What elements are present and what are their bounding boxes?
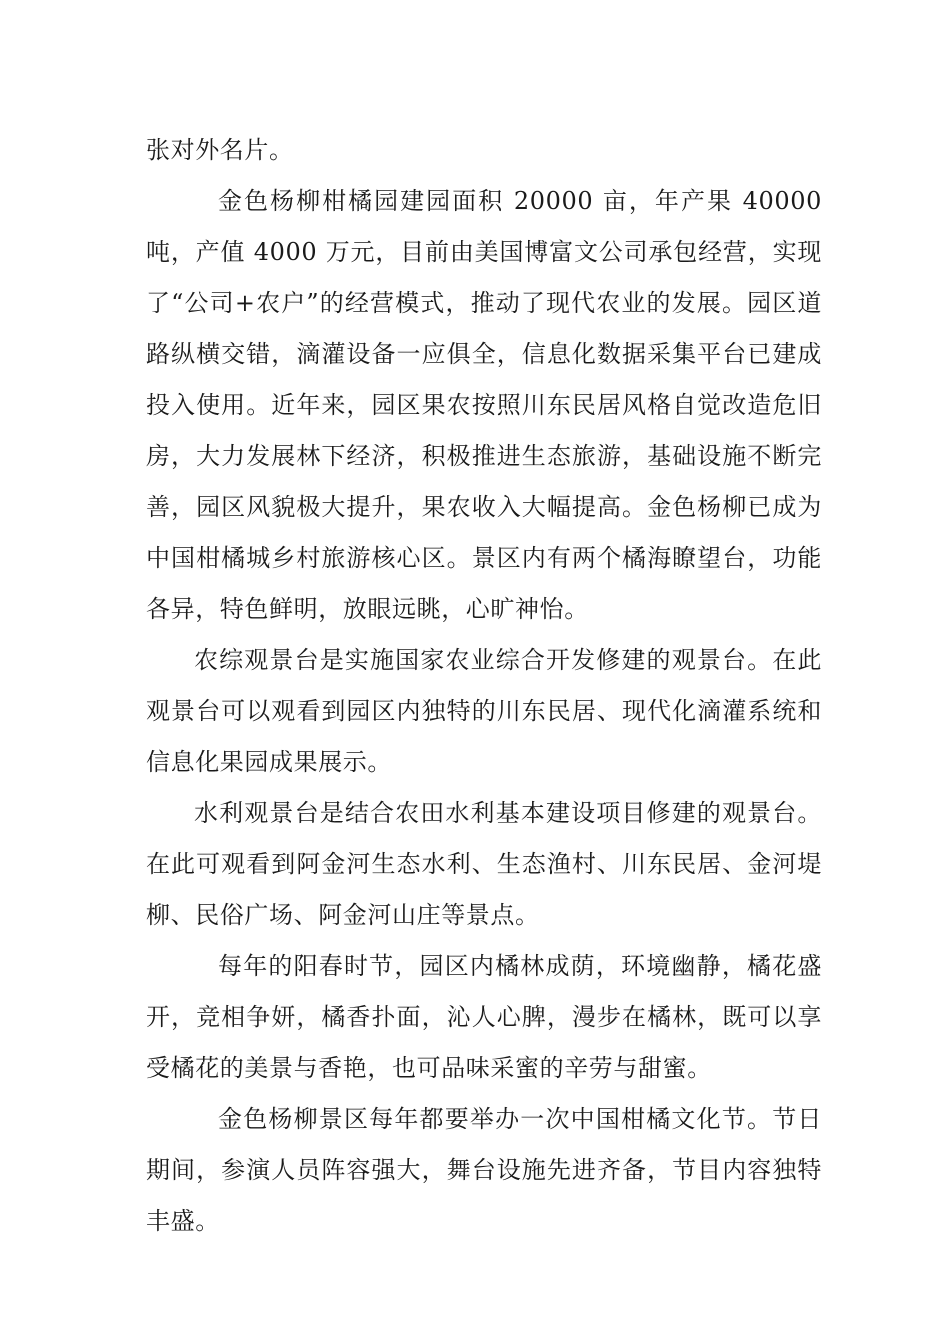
paragraph-water-viewing-platform: 水利观景台是结合农田水利基本建设项目修建的观景台。在此可观看到阿金河生态水利、生态渔村、川东民居、金河堤柳、民俗广场、阿金河山庄等景点。 [146,799,822,929]
paragraph-agri-viewing-platform: 农综观景台是实施国家农业综合开发修建的观景台。在此观景台可以观看到园区内独特的川东民居、现代化滴灌系统和信息化果园成果展示。 [146,646,822,776]
paragraph-spring-blossoms: 每年的阳春时节，园区内橘林成荫，环境幽静，橘花盛开，竞相争妍，橘香扑面，沁人心脾，漫步在橘林，既可以享受橘花的美景与香艳，也可品味采蜜的辛劳与甜蜜。 [146,952,822,1082]
paragraph-continuation: 张对外名片。 [146,136,294,164]
paragraph-citrus-festival: 金色杨柳景区每年都要举办一次中国柑橘文化节。节日期间，参演人员阵容强大，舞台设施先进齐备，节目内容独特丰盛。 [146,1105,822,1235]
paragraph-orchard-overview: 金色杨柳柑橘园建园面积 20000 亩，年产果 40000 吨，产值 4000 万元，目前由美国博富文公司承包经营，实现了“公司+农户”的经营模式，推动了现代农业的发展。园区道路纵横交错，滴灌设备一应俱全，信息化数据采集平台已建成投入使用。近年来，园区果农按照川东民居风格自觉改造危旧房，大力发展林下经济，积极推进生态旅游，基础设施不断完善，园区风貌极大提升，果农收入大幅提高。金色杨柳已成为中国柑橘城乡村旅游核心区。景区内有两个橘海瞭望台，功能各异，特色鲜明，放眼远眺，心旷神怡。 [146,187,822,623]
document-body [146,125,822,1247]
